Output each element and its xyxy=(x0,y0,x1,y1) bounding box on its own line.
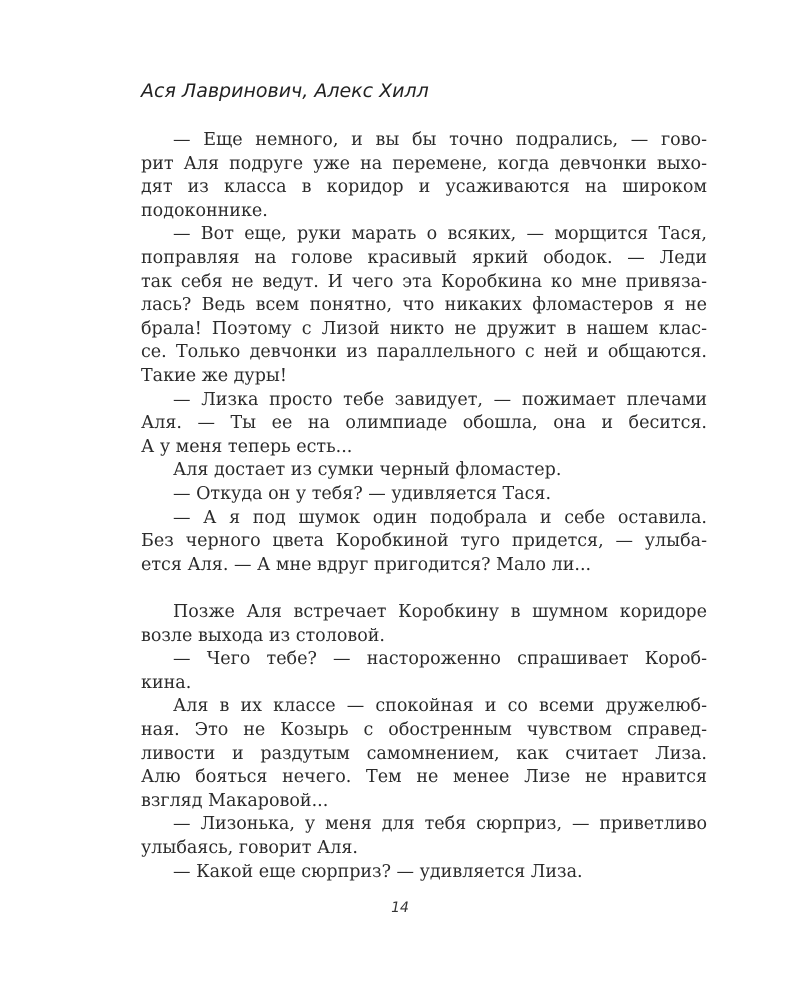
text-line: — Какой еще сюрприз? — удивляется Лиза. xyxy=(173,861,583,882)
running-title: Ася Лавринович, Алекс Хилл xyxy=(141,80,429,102)
text-line: — Откуда он у тебя? — удивляется Тася. xyxy=(173,484,552,504)
text-line: Аля достает из сумки черный фломастер. xyxy=(173,460,562,481)
text-line: Такие же дуры! xyxy=(141,366,287,386)
text-line: брала! Поэтому с Лизой никто не дружит в нашем клас- xyxy=(141,318,707,339)
text-line: — Еще немного, и вы бы точно подрались, — гово- xyxy=(173,130,707,150)
text-line: Алю бояться нечего. Тем не менее Лизе не нравится xyxy=(141,767,707,788)
text-line: возле выхода из столовой. xyxy=(141,625,385,646)
text-line: Аля в их классе — спокойная и со всеми дружелюб- xyxy=(173,696,707,717)
text-line: — Вот еще, руки марать о всяких, — морщится Тася, xyxy=(173,224,707,245)
text-line: поправляя на голове красивый яркий ободок. — Леди xyxy=(141,248,707,268)
text-line: — Лизонька, у меня для тебя сюрприз, — приветливо xyxy=(173,814,707,835)
text-line: — А я под шумок один подобрала и себе оставила. xyxy=(173,507,707,528)
text-line: Позже Аля встречает Коробкину в шумном коридоре xyxy=(173,602,707,622)
text-line: лась? Ведь всем понятно, что никаких фломастеров я не xyxy=(141,295,707,316)
text-line xyxy=(141,576,707,600)
text-line: А у меня теперь есть... xyxy=(141,436,353,457)
text-line: кина. xyxy=(141,672,192,693)
text-line: ливости и раздутым самомнением, как считает Лиза. xyxy=(141,743,707,764)
text-line: се. Только девчонки из параллельного с ней и общаются. xyxy=(141,342,707,363)
text-line: ная. Это не Козырь с обостренным чувством справед- xyxy=(141,720,707,740)
text-line: ется Аля. — А мне вдруг пригодится? Мало ли... xyxy=(141,554,592,575)
text-line: улыбаясь, говорит Аля. xyxy=(141,838,358,858)
text-line: — Лизка просто тебе завидует, — пожимает плечами xyxy=(173,389,707,410)
text-line: взгляд Макаровой... xyxy=(141,790,329,811)
text-line: так себя не ведут. И чего эта Коробкина ко мне привяза- xyxy=(141,271,707,292)
text-line: Аля. — Ты ее на олимпиаде обошла, она и бесится. xyxy=(141,413,707,434)
text-line: дят из класса в коридор и усаживаются на широком xyxy=(141,177,707,198)
page-number: 14 xyxy=(391,900,409,916)
text-line: Без черного цвета Коробкиной туго придется, — улыба- xyxy=(141,531,707,552)
text-line: — Чего тебе? — настороженно спрашивает Короб- xyxy=(173,649,707,670)
text-line: подоконнике. xyxy=(141,200,268,221)
text-line: рит Аля подруге уже на перемене, когда девчонки выхо- xyxy=(141,153,707,174)
